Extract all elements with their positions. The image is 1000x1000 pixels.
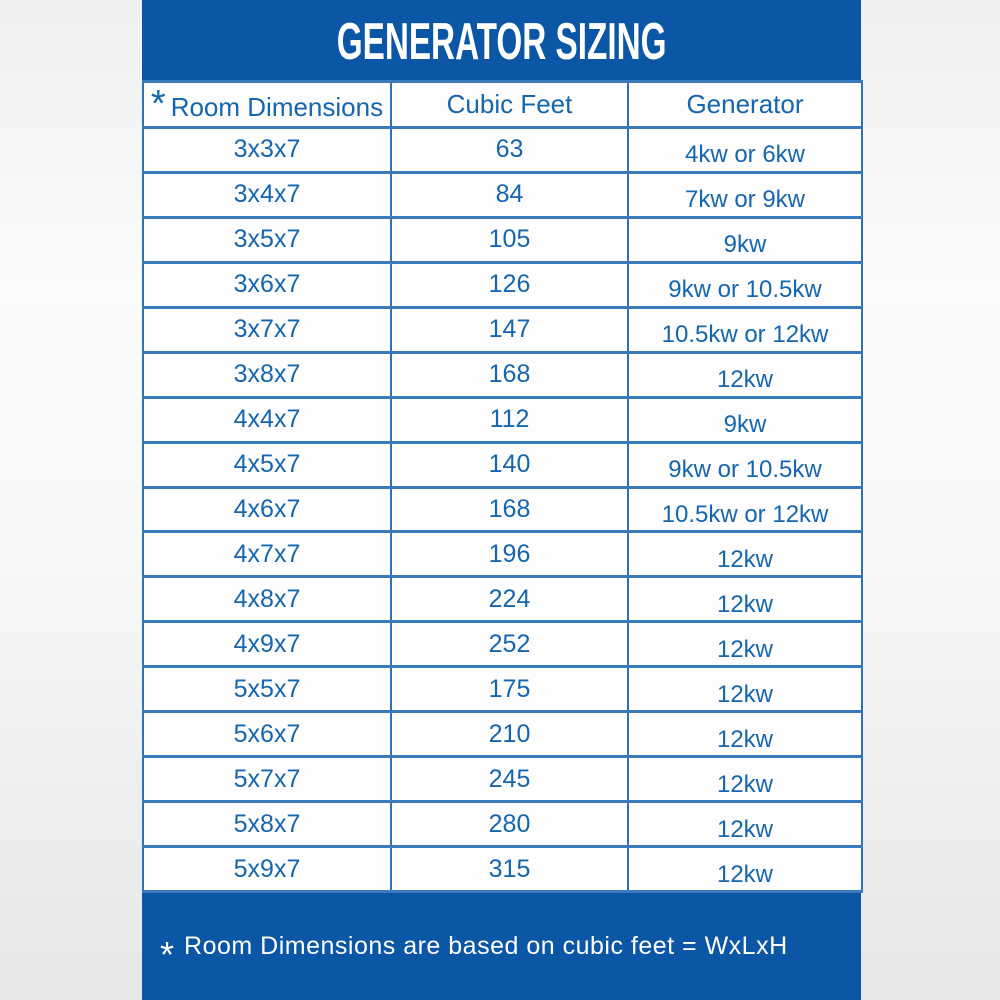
cubic-feet-cell: 147 bbox=[391, 307, 628, 352]
cubic-feet-cell: 224 bbox=[391, 577, 628, 622]
room-dimensions-cell: 5x7x7 bbox=[143, 757, 391, 802]
generator-cell: 9kw bbox=[628, 217, 862, 262]
room-dimensions-cell: 5x8x7 bbox=[143, 802, 391, 847]
generator-cell: 12kw bbox=[628, 712, 862, 757]
footnote-band bbox=[142, 893, 861, 1000]
table-row bbox=[143, 352, 862, 397]
generator-cell: 7kw or 9kw bbox=[628, 172, 862, 217]
cubic-feet-cell: 196 bbox=[391, 532, 628, 577]
cubic-feet-cell: 168 bbox=[391, 487, 628, 532]
table-row bbox=[143, 532, 862, 577]
generator-cell: 12kw bbox=[628, 847, 862, 892]
table-row bbox=[143, 172, 862, 217]
generator-cell: 12kw bbox=[628, 667, 862, 712]
table-row bbox=[143, 442, 862, 487]
generator-sizing-panel bbox=[142, 0, 861, 1000]
cubic-feet-cell: 315 bbox=[391, 847, 628, 892]
table-row bbox=[143, 487, 862, 532]
cubic-feet-cell: 210 bbox=[391, 712, 628, 757]
table-row bbox=[143, 712, 862, 757]
generator-cell: 9kw bbox=[628, 397, 862, 442]
table-row bbox=[143, 128, 862, 173]
table-row bbox=[143, 667, 862, 712]
table-row bbox=[143, 307, 862, 352]
generator-cell: 12kw bbox=[628, 802, 862, 847]
generator-sizing-table bbox=[142, 80, 863, 893]
cubic-feet-cell: 112 bbox=[391, 397, 628, 442]
footnote-text: Room Dimensions are based on cubic feet = WxLxH bbox=[184, 932, 788, 960]
asterisk-icon: * bbox=[150, 83, 166, 125]
generator-cell: 12kw bbox=[628, 577, 862, 622]
generator-cell: 10.5kw or 12kw bbox=[628, 307, 862, 352]
table-row bbox=[143, 802, 862, 847]
generator-cell: 4kw or 6kw bbox=[628, 128, 862, 173]
room-dimensions-cell: 3x6x7 bbox=[143, 262, 391, 307]
generator-header: Generator bbox=[628, 82, 862, 128]
room-dimensions-header bbox=[143, 82, 391, 128]
room-dimensions-cell: 5x6x7 bbox=[143, 712, 391, 757]
table-row bbox=[143, 757, 862, 802]
generator-cell: 12kw bbox=[628, 532, 862, 577]
room-dimensions-cell: 3x5x7 bbox=[143, 217, 391, 262]
table-body bbox=[143, 128, 862, 892]
page-title: GENERATOR SIZING bbox=[336, 12, 667, 71]
cubic-feet-cell: 252 bbox=[391, 622, 628, 667]
generator-cell: 9kw or 10.5kw bbox=[628, 262, 862, 307]
cubic-feet-header: Cubic Feet bbox=[391, 82, 628, 128]
cubic-feet-cell: 126 bbox=[391, 262, 628, 307]
cubic-feet-cell: 84 bbox=[391, 172, 628, 217]
room-dimensions-cell: 4x4x7 bbox=[143, 397, 391, 442]
cubic-feet-cell: 280 bbox=[391, 802, 628, 847]
cubic-feet-cell: 175 bbox=[391, 667, 628, 712]
room-dimensions-cell: 4x5x7 bbox=[143, 442, 391, 487]
room-dimensions-cell: 4x6x7 bbox=[143, 487, 391, 532]
generator-cell: 10.5kw or 12kw bbox=[628, 487, 862, 532]
generator-cell: 12kw bbox=[628, 352, 862, 397]
room-dimensions-cell: 3x4x7 bbox=[143, 172, 391, 217]
room-dimensions-header-label: Room Dimensions bbox=[170, 92, 384, 122]
cubic-feet-cell: 63 bbox=[391, 128, 628, 173]
generator-cell: 9kw or 10.5kw bbox=[628, 442, 862, 487]
table-row bbox=[143, 577, 862, 622]
cubic-feet-cell: 168 bbox=[391, 352, 628, 397]
room-dimensions-cell: 3x3x7 bbox=[143, 128, 391, 173]
table-row bbox=[143, 262, 862, 307]
title-band bbox=[142, 0, 861, 80]
generator-cell: 12kw bbox=[628, 757, 862, 802]
table-row bbox=[143, 622, 862, 667]
room-dimensions-cell: 5x5x7 bbox=[143, 667, 391, 712]
room-dimensions-cell: 5x9x7 bbox=[143, 847, 391, 892]
room-dimensions-cell: 3x8x7 bbox=[143, 352, 391, 397]
room-dimensions-cell: 3x7x7 bbox=[143, 307, 391, 352]
asterisk-icon: * bbox=[160, 933, 175, 975]
generator-cell: 12kw bbox=[628, 622, 862, 667]
table-header-row bbox=[143, 82, 862, 128]
cubic-feet-cell: 245 bbox=[391, 757, 628, 802]
room-dimensions-cell: 4x9x7 bbox=[143, 622, 391, 667]
table-row bbox=[143, 217, 862, 262]
cubic-feet-cell: 140 bbox=[391, 442, 628, 487]
room-dimensions-cell: 4x8x7 bbox=[143, 577, 391, 622]
cubic-feet-cell: 105 bbox=[391, 217, 628, 262]
table-row bbox=[143, 847, 862, 892]
table-row bbox=[143, 397, 862, 442]
room-dimensions-cell: 4x7x7 bbox=[143, 532, 391, 577]
